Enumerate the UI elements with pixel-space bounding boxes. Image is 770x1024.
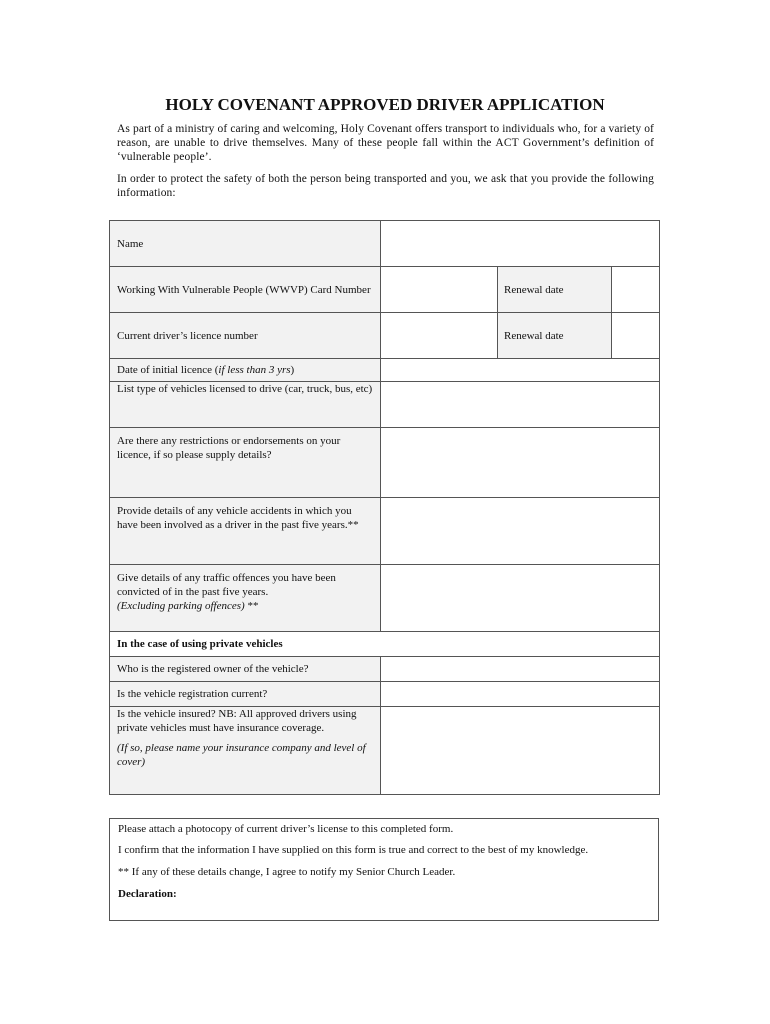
initial-licence-field[interactable] (381, 359, 660, 382)
private-vehicles-heading: In the case of using private vehicles (110, 632, 660, 657)
accidents-label: Provide details of any vehicle accidents in which you have been involved as a driver in the past five years.** (110, 498, 381, 565)
restrictions-field[interactable] (381, 428, 660, 498)
offences-label: Give details of any traffic offences you have been convicted of in the past five years. (Excluding parking offences) ** (110, 565, 381, 632)
accidents-row (110, 498, 660, 565)
page-title: HOLY COVENANT APPROVED DRIVER APPLICATION (165, 95, 605, 114)
owner-field[interactable] (381, 657, 660, 682)
declaration-label: Declaration: (118, 888, 177, 900)
initial-licence-label: Date of initial licence (if less than 3 yrs) (110, 359, 381, 382)
offences-field[interactable] (381, 565, 660, 632)
registration-row (110, 682, 660, 707)
owner-label: Who is the registered owner of the vehicle? (110, 657, 381, 682)
restrictions-label: Are there any restrictions or endorsements on your licence, if so please supply details? (110, 428, 381, 498)
wwvp-field[interactable] (381, 267, 498, 313)
private-vehicles-section-row (110, 632, 660, 657)
declaration-box (109, 818, 659, 921)
licence-renewal-label: Renewal date (498, 313, 612, 359)
vehicle-types-label: List type of vehicles licensed to drive (car, truck, bus, etc) (110, 382, 381, 428)
insured-field[interactable] (381, 707, 660, 795)
registration-label: Is the vehicle registration current? (110, 682, 381, 707)
instruction-paragraph: In order to protect the safety of both the person being transported and you, we ask that you provide the following information: (117, 173, 654, 199)
restrictions-row (110, 428, 660, 498)
vehicle-types-field[interactable] (381, 382, 660, 428)
vehicle-types-row (110, 382, 660, 428)
wwvp-label: Working With Vulnerable People (WWVP) Card Number (110, 267, 381, 313)
owner-row (110, 657, 660, 682)
name-field[interactable] (381, 221, 660, 267)
name-row (110, 221, 660, 267)
application-form-table (109, 220, 660, 795)
initial-licence-row (110, 359, 660, 382)
licence-field[interactable] (381, 313, 498, 359)
offences-row (110, 565, 660, 632)
insured-row (110, 707, 660, 795)
accidents-field[interactable] (381, 498, 660, 565)
licence-label: Current driver’s licence number (110, 313, 381, 359)
attach-instruction: Please attach a photocopy of current driver’s license to this completed form. (118, 823, 454, 835)
wwvp-renewal-label: Renewal date (498, 267, 612, 313)
licence-row (110, 313, 660, 359)
wwvp-renewal-field[interactable] (612, 267, 660, 313)
registration-field[interactable] (381, 682, 660, 707)
wwvp-row (110, 267, 660, 313)
intro-paragraph: As part of a ministry of caring and welcoming, Holy Covenant offers transport to individuals who, for a variety of reason, are unable to drive themselves. Many of these people fall within the ACT Government’s definition of ‘vulnerable people’. (117, 123, 654, 163)
name-label: Name (110, 221, 381, 267)
confirm-statement: I confirm that the information I have supplied on this form is true and correct to the best of my knowledge. (118, 844, 589, 856)
notify-statement: ** If any of these details change, I agree to notify my Senior Church Leader. (118, 866, 456, 878)
licence-renewal-field[interactable] (612, 313, 660, 359)
insured-label: Is the vehicle insured? NB: All approved drivers using private vehicles must have insurance coverage. (If so, please name your insurance company and level of cover) (110, 707, 381, 795)
